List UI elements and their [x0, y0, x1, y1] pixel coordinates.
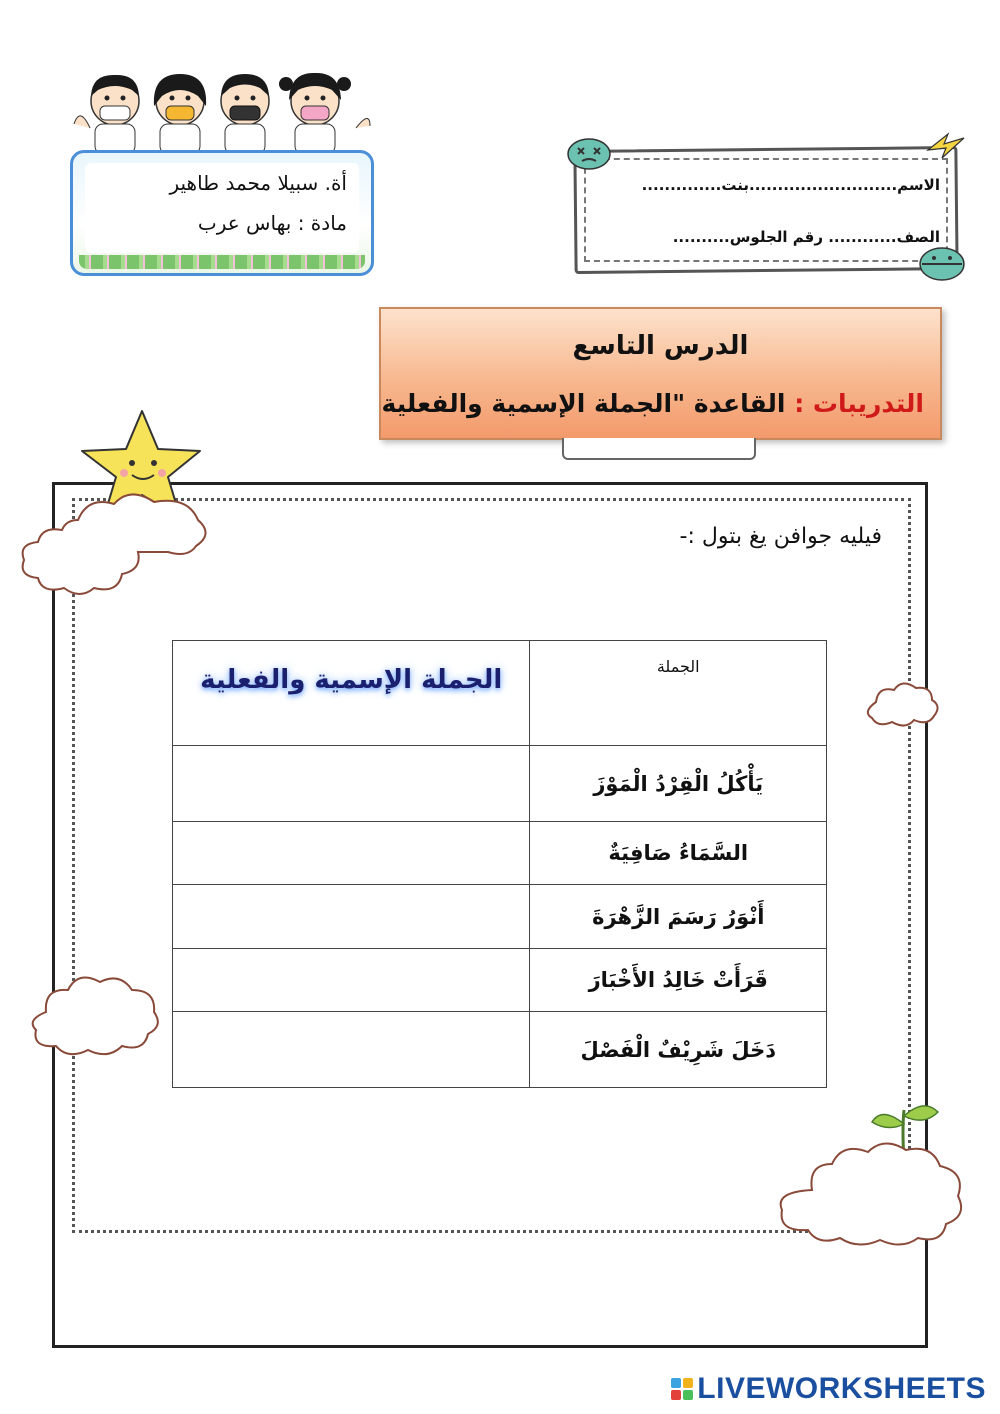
instruction-text: فيليه جوافن يغ بتول :- [679, 524, 882, 549]
sentence-cell: يَأْكُلُ الْقِرْدُ الْمَوْزَ [530, 746, 827, 822]
header-sentence: الجملة [530, 641, 827, 746]
student-info-card [568, 140, 966, 280]
brand-text: LIVEWORKSHEETS [697, 1372, 986, 1405]
kid-girl-mask-icon [154, 74, 206, 154]
logo-blocks-icon [671, 1378, 693, 1400]
student-class-field[interactable]: الصف............ رقم الجلوس.......... [672, 228, 940, 246]
answer-cell[interactable] [173, 746, 530, 822]
answer-cell[interactable] [173, 1012, 530, 1088]
answer-cell[interactable] [173, 885, 530, 949]
lesson-subtitle [382, 389, 924, 418]
header-type-cell [173, 641, 530, 746]
table-row [173, 822, 827, 885]
sentence-cell: السَّمَاءُ صَافِيَةٌ [530, 822, 827, 885]
table-row [173, 885, 827, 949]
sick-face-icon [566, 136, 612, 172]
cloud-sprout-icon [772, 1100, 972, 1250]
sentence-cell: دَخَلَ شَرِيْفٌ الْفَصْلَ [530, 1012, 827, 1088]
sentence-cell: أَنْوَرُ رَسَمَ الزَّهْرَةَ [530, 885, 827, 949]
table-row [173, 746, 827, 822]
cloud-icon [18, 490, 208, 600]
kid-boy-dark-mask-icon [221, 74, 269, 154]
student-name-field[interactable]: الاسم..........................بنت.............. [641, 176, 940, 194]
cloud-icon [862, 680, 942, 730]
grass-decoration [79, 255, 365, 269]
sentence-cell: قَرَأَتْ خَالِدُ الأَخْبَارَ [530, 949, 827, 1012]
teacher-info-box [70, 150, 374, 276]
table-row [173, 949, 827, 1012]
liveworksheets-logo[interactable] [671, 1372, 986, 1406]
kid-boy-mask-icon [74, 75, 139, 154]
kid-girl-pink-mask-icon [279, 73, 370, 154]
answer-cell[interactable] [173, 822, 530, 885]
lesson-title: الدرس التاسع [572, 331, 749, 361]
table-header-row [173, 641, 827, 746]
table-row [173, 1012, 827, 1088]
lightning-icon [924, 130, 968, 162]
exercise-label: التدريبات : [794, 389, 924, 418]
exercise-table [172, 640, 827, 1088]
banner-tab [562, 438, 756, 460]
kids-illustration [70, 66, 376, 156]
teacher-name: أة. سبيلا محمد طاهير [169, 171, 347, 195]
header-type: الجملة الإسمية والفعلية [200, 665, 503, 695]
answer-cell[interactable] [173, 949, 530, 1012]
face-ball-icon [918, 246, 966, 282]
cloud-icon [24, 972, 164, 1062]
lesson-banner [379, 307, 942, 440]
subject-name: مادة : بهاس عرب [197, 211, 347, 235]
rule-text: القاعدة "الجملة الإسمية والفعلية [381, 389, 786, 418]
